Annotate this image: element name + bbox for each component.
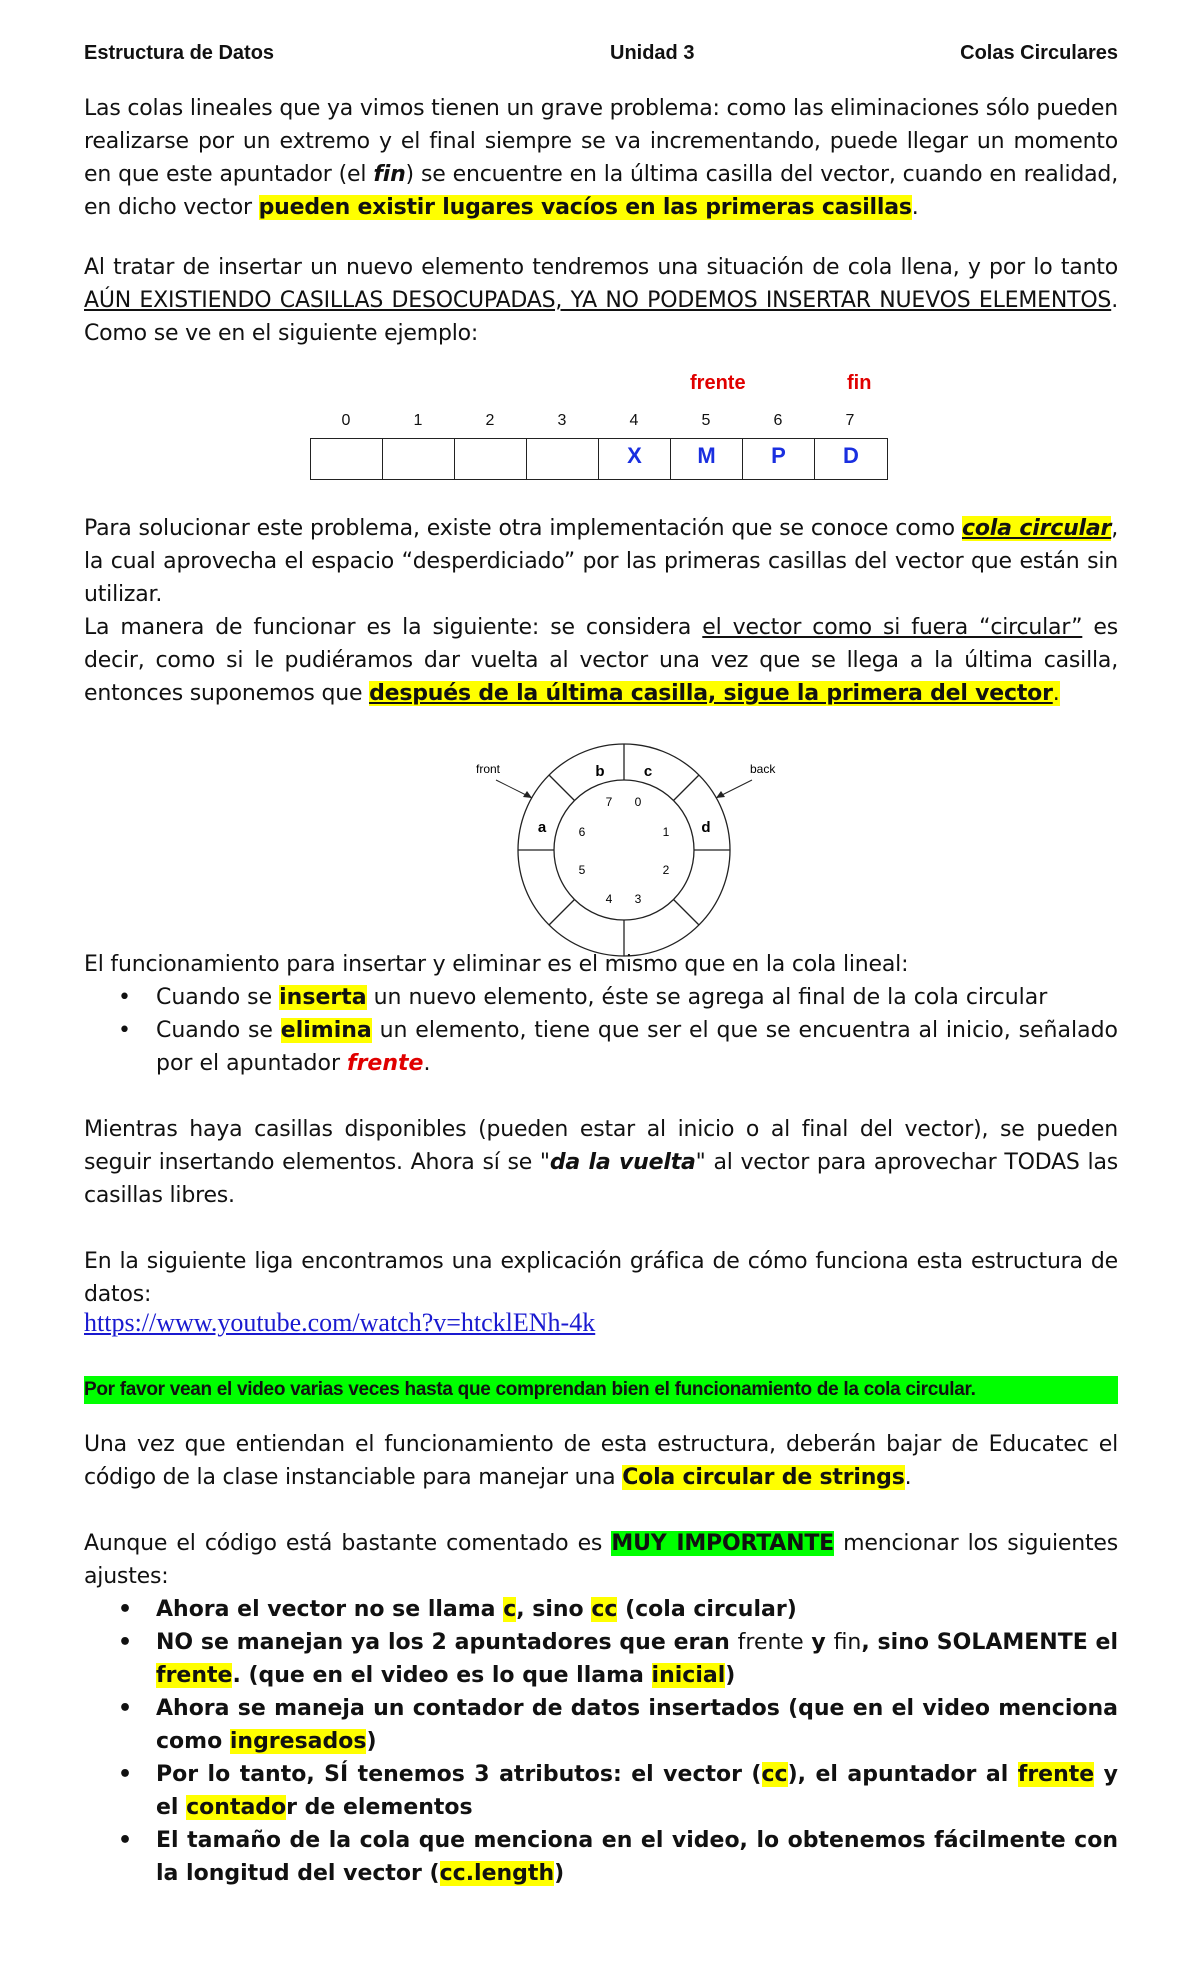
text: (cola circular) xyxy=(617,1597,797,1622)
back-label: back xyxy=(750,762,776,776)
ring-letter: b xyxy=(595,763,605,780)
text: NO se manejan ya los 2 apuntadores que eran xyxy=(156,1630,738,1655)
paragraph-operations-intro: El funcionamiento para insertar y eliminar es el mismo que en la cola lineal: xyxy=(84,952,909,977)
text: ) xyxy=(725,1663,736,1688)
text: ) xyxy=(366,1729,377,1754)
highlight-cc: cc xyxy=(591,1597,618,1622)
highlight-cola-circular: cola circular xyxy=(961,516,1112,541)
vector-cell: P xyxy=(743,439,815,479)
page-header xyxy=(84,42,1118,70)
frente-term: frente xyxy=(347,1051,424,1076)
text: y xyxy=(803,1630,834,1655)
ring-index: 0 xyxy=(634,795,642,809)
fin-label: fin xyxy=(847,372,872,394)
vector-cell xyxy=(383,439,455,479)
list-item xyxy=(84,1758,1118,1824)
da-la-vuelta: da la vuelta xyxy=(549,1150,696,1175)
text: un nuevo elemento, éste se agrega al final de la cola circular xyxy=(366,985,1048,1010)
vector-cell: M xyxy=(671,439,743,479)
text: Mientras haya casillas disponibles (pueden estar al inicio o al final del vector), se pueden seguir insertando elementos. Ahora sí se " xyxy=(84,1117,1118,1175)
frente-label: frente xyxy=(690,372,746,394)
text: . xyxy=(904,1465,912,1490)
paragraph-how-it-works xyxy=(84,611,1118,710)
text: es decir, como si le pudiéramos dar vuelta al vector una vez que se llega a la última casilla, entonces suponemos que xyxy=(84,615,1119,706)
operations-list xyxy=(84,981,1118,1080)
text: Para solucionar este problema, existe otra implementación que se conoce como xyxy=(84,516,962,541)
text: Cuando se xyxy=(156,1018,281,1043)
paragraph-full-queue xyxy=(84,251,1118,350)
text: La manera de funcionar es la siguiente: se considera xyxy=(84,615,703,640)
text: . (que en el video es lo que llama xyxy=(232,1663,652,1688)
ring-index: 6 xyxy=(578,825,586,839)
text: un elemento, tiene que ser el que se encuentra al inicio, señalado por el apuntador xyxy=(156,1018,1119,1076)
adjustments-list xyxy=(84,1593,1118,1890)
highlight-frente: frente xyxy=(1017,1762,1095,1787)
ring-index: 2 xyxy=(662,863,670,877)
vector-cell: X xyxy=(599,439,671,479)
header-topic: Colas Circulares xyxy=(960,42,1118,64)
ring-letter: d xyxy=(701,819,711,836)
front-label: front xyxy=(476,762,501,776)
text: ) xyxy=(554,1861,565,1886)
highlight-cola-strings: Cola circular de strings xyxy=(622,1465,905,1490)
list-item xyxy=(84,1626,1118,1692)
text: Ahora se maneja un contador de datos insertados (que en el video menciona como xyxy=(156,1696,1118,1754)
highlight-ingresados: ingresados xyxy=(229,1729,367,1754)
highlight-inicial: inicial xyxy=(651,1663,726,1688)
ring-letter: c xyxy=(643,763,653,780)
text: Al tratar de insertar un nuevo elemento tendremos una situación de cola llena, y por lo tanto xyxy=(84,255,1118,280)
ring-letter: a xyxy=(537,819,547,836)
paragraph-wraparound xyxy=(84,1113,1118,1212)
text: Las colas lineales que ya vimos tienen un grave problema: como las eliminaciones sólo pueden realizarse por un extremo y el final siempre se va incrementando, puede llegar un momento en que este apuntador (el xyxy=(84,96,1118,187)
ring-index: 7 xyxy=(605,795,613,809)
list-item xyxy=(84,981,1118,1014)
list-item xyxy=(84,1593,1118,1626)
frente-word: frente xyxy=(737,1630,804,1655)
ring-index: 3 xyxy=(634,892,642,906)
highlight-c: c xyxy=(503,1597,517,1622)
highlight-cc-length: cc.length xyxy=(439,1861,555,1886)
header-unit: Unidad 3 xyxy=(610,42,695,64)
paragraph-linear-queue-problem xyxy=(84,92,1118,224)
index-label: 7 xyxy=(845,412,855,429)
text: El tamaño de la cola que menciona en el video, lo obtenemos fácilmente con la longitud del vector ( xyxy=(156,1828,1118,1886)
text: Ahora el vector no se llama xyxy=(156,1597,504,1622)
ring-index: 4 xyxy=(605,892,613,906)
text: , sino xyxy=(516,1597,592,1622)
fin-term: fin xyxy=(373,162,406,187)
video-note: Por favor vean el video varias veces hasta que comprendan bien el funcionamiento de la cola circular. xyxy=(84,1376,1118,1404)
fin-word: fin xyxy=(833,1630,862,1655)
text: . xyxy=(1052,681,1060,706)
text: Aunque el código está bastante comentado es xyxy=(84,1531,612,1556)
index-label: 3 xyxy=(557,412,567,429)
text: " al vector para aprovechar TODAS las casillas libres. xyxy=(84,1150,1118,1208)
paragraph-circular-solution xyxy=(84,512,1118,611)
text: mencionar los siguientes ajustes: xyxy=(84,1531,1118,1589)
highlight-contador: contado xyxy=(186,1795,287,1820)
list-item xyxy=(84,1014,1118,1080)
text: , la cual aprovecha el espacio “desperdiciado” por las primeras casillas del vector que están sin utilizar. xyxy=(84,516,1118,607)
index-label: 0 xyxy=(341,412,351,429)
text: r de elementos xyxy=(286,1795,473,1820)
vector-diagram xyxy=(310,372,892,482)
ring-index: 5 xyxy=(578,863,586,877)
text: ) se encuentre en la última casilla del vector, cuando en realidad, en dicho vector xyxy=(84,162,1118,220)
vector-cells xyxy=(310,438,888,480)
header-course: Estructura de Datos xyxy=(84,42,275,64)
circular-queue-diagram xyxy=(454,740,794,960)
paragraph-download-code xyxy=(84,1428,1118,1494)
highlight-inserta: inserta xyxy=(279,985,367,1010)
text: ), el apuntador al xyxy=(787,1762,1018,1787)
highlight-muy-importante: MUY IMPORTANTE xyxy=(611,1531,834,1556)
text: Una vez que entiendan el funcionamiento de esta estructura, deberán bajar de Educatec el código de la clase instanciable para manejar una xyxy=(84,1432,1118,1490)
ring-index: 1 xyxy=(662,825,670,839)
text: y el xyxy=(156,1762,1119,1820)
paragraph-video-intro: En la siguiente liga encontramos una explicación gráfica de cómo funciona esta estructura de datos: xyxy=(84,1249,1118,1307)
index-label: 4 xyxy=(629,412,639,429)
youtube-link[interactable]: https://www.youtube.com/watch?v=htcklENh-4k xyxy=(84,1308,596,1337)
highlight-frente: frente xyxy=(156,1663,233,1688)
vector-cell xyxy=(311,439,383,479)
text: Cuando se xyxy=(156,985,280,1010)
highlight-cc: cc xyxy=(761,1762,788,1787)
text: . xyxy=(911,195,919,220)
list-item xyxy=(84,1824,1118,1890)
paragraph-adjustments-intro xyxy=(84,1527,1118,1593)
index-label: 5 xyxy=(701,412,711,429)
underlined-circular: el vector como si fuera “circular” xyxy=(702,615,1083,640)
vector-cell: D xyxy=(843,443,859,468)
vector-cell xyxy=(455,439,527,479)
index-label: 6 xyxy=(773,412,783,429)
underlined-warning: AÚN EXISTIENDO CASILLAS DESOCUPADAS, YA NO PODEMOS INSERTAR NUEVOS ELEMENTOS xyxy=(84,288,1112,313)
text: . xyxy=(423,1051,431,1076)
index-label: 2 xyxy=(485,412,495,429)
vector-cell xyxy=(527,439,599,479)
text: , sino SOLAMENTE el xyxy=(861,1630,1119,1655)
highlight-elimina: elimina xyxy=(280,1018,372,1043)
highlight-empty-slots: pueden existir lugares vacíos en las primeras casillas xyxy=(258,195,912,220)
list-item xyxy=(84,1692,1118,1758)
text: . Como se ve en el siguiente ejemplo: xyxy=(84,288,1118,346)
text: Por lo tanto, SÍ tenemos 3 atributos: el vector ( xyxy=(156,1762,762,1787)
highlight-wraparound: después de la última casilla, sigue la primera del vector xyxy=(369,681,1053,706)
index-label: 1 xyxy=(413,412,423,429)
